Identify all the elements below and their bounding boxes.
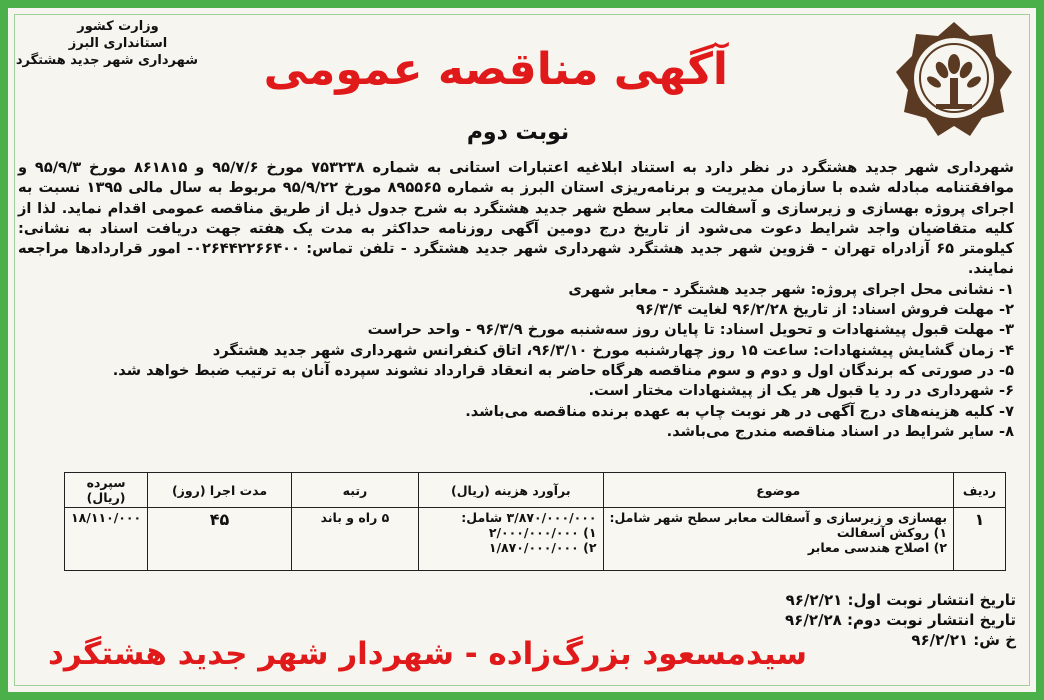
intro-paragraph: شهرداری شهر جدید هشتگرد در نظر دارد به استناد ابلاغیه اعتبارات استانی به شماره ۷۵۳۲۳۸ مورخ ۹۵/۷/۶ و ۸۶۱۸۱۵ مورخ ۹۵/۹/۳ و موافقتنامه مبادله شده با سازمان مدیریت و برنامه‌ریزی استان البرز به شماره ۸۹۵۵۶۵ مورخ ۹۵/۹/۲۲ مربوط به سال مالی ۱۳۹۵ نسبت به اجرای پروژه بهسازی و زیرسازی و آسفالت معابر سطح شهر جدید هشتگرد به شرح جدول ذیل از طریق مناقصه عمومی اقدام نماید. لذا از کلیه متقاضیان واجد شرایط دعوت می‌شود از تاریخ درج دومین آگهی روزنامه حداکثر به مدت یک هفته جهت دریافت اسناد به نشانی: کیلومتر ۶۵ آزادراه تهران - قزوین شهر جدید هشتگرد شهرداری شهر جدید هشتگرد - تلفن تماس: ۰۲۶۴۴۲۲۶۶۴۰۰- امور قراردادها مراجعه نمایند. bbox=[18, 159, 1015, 278]
condition-item: ۷- کلیه هزینه‌های درج آگهی در هر نوبت چاپ به عهده برنده مناقصه می‌باشد. bbox=[465, 402, 1014, 420]
cell-estimate bbox=[419, 508, 604, 571]
estimate-line: ۱) ۲/۰۰۰/۰۰۰/۰۰۰ bbox=[488, 525, 597, 540]
page-title: آگهی مناقصه عمومی bbox=[263, 44, 728, 95]
table-row bbox=[65, 508, 1006, 571]
publish-date-second: تاریخ انتشار نوبت دوم: ۹۶/۲/۲۸ bbox=[785, 611, 1016, 629]
cell-subject bbox=[603, 508, 954, 571]
publish-date-first: تاریخ انتشار نوبت اول: ۹۶/۲/۲۱ bbox=[785, 591, 1016, 609]
conditions-list bbox=[18, 280, 1014, 442]
municipality-line: شهرداری شهر جدید هشتگرد bbox=[15, 53, 198, 68]
reference-code: خ ش: ۹۶/۲/۲۱ bbox=[911, 631, 1016, 649]
tender-table bbox=[64, 472, 1006, 571]
signature-text: سیدمسعود بزرگ‌زاده - شهردار شهر جدید هشتگرد bbox=[48, 636, 808, 672]
cell-row-number: ۱ bbox=[954, 508, 1006, 571]
cell-rank: ۵ راه و باند bbox=[291, 508, 418, 571]
header-rank: رتبه bbox=[291, 473, 418, 508]
notice-round: نوبت دوم bbox=[466, 120, 570, 145]
municipality-logo-icon bbox=[892, 20, 1016, 136]
header-row-number: ردیف bbox=[954, 473, 1006, 508]
subject-line: بهسازی و زیرسازی و آسفالت معابر سطح شهر شامل: bbox=[609, 510, 948, 525]
notice-body bbox=[18, 158, 1014, 442]
header-estimate: برآورد هزینه (ریال) bbox=[419, 473, 604, 508]
condition-item: ۵- در صورتی که برندگان اول و دوم و سوم مناقصه هرگاه حاضر به انعقاد قرارداد نشوند سپرده آنان به ترتیب ضبط خواهد شد. bbox=[112, 361, 1014, 379]
header-deposit: سپرده (ریال) bbox=[65, 473, 148, 508]
condition-item: ۱- نشانی محل اجرای پروژه: شهر جدید هشتگرد - معابر شهری bbox=[568, 280, 1014, 298]
estimate-line: ۳/۸۷۰/۰۰۰/۰۰۰ شامل: bbox=[461, 510, 597, 525]
subject-line: ۱) روکش آسفالت bbox=[836, 525, 948, 540]
header-subject: موضوع bbox=[603, 473, 954, 508]
subject-line: ۲) اصلاح هندسی معابر bbox=[807, 540, 948, 555]
condition-item: ۴- زمان گشایش پیشنهادات: ساعت ۱۵ روز چهارشنبه مورخ ۹۶/۳/۱۰، اتاق کنفرانس شهرداری شهر جدید هشتگرد bbox=[212, 341, 1014, 359]
table-header-row bbox=[65, 473, 1006, 508]
ministry-header bbox=[15, 18, 198, 69]
condition-item: ۶- شهرداری در رد یا قبول هر یک از پیشنهادات مختار است. bbox=[588, 382, 1014, 400]
governorate-line: استانداری البرز bbox=[68, 36, 168, 51]
mayor-signature-line bbox=[48, 636, 848, 672]
condition-item: ۸- سایر شرایط در اسناد مناقصه مندرج می‌باشد. bbox=[666, 422, 1014, 440]
condition-item: ۲- مهلت فروش اسناد: از تاریخ ۹۶/۲/۲۸ لغایت ۹۶/۳/۴ bbox=[635, 301, 1014, 319]
cell-deposit: ۱۸/۱۱۰/۰۰۰ bbox=[65, 508, 148, 571]
header-duration: مدت اجرا (روز) bbox=[148, 473, 292, 508]
ministry-line: وزارت کشور bbox=[77, 19, 159, 34]
cell-duration: ۴۵ bbox=[148, 508, 292, 571]
condition-item: ۳- مهلت قبول پیشنهادات و تحویل اسناد: تا پایان روز سه‌شنبه مورخ ۹۶/۳/۹ - واحد حراست bbox=[367, 321, 1014, 339]
estimate-line: ۲) ۱/۸۷۰/۰۰۰/۰۰۰ bbox=[488, 540, 597, 555]
